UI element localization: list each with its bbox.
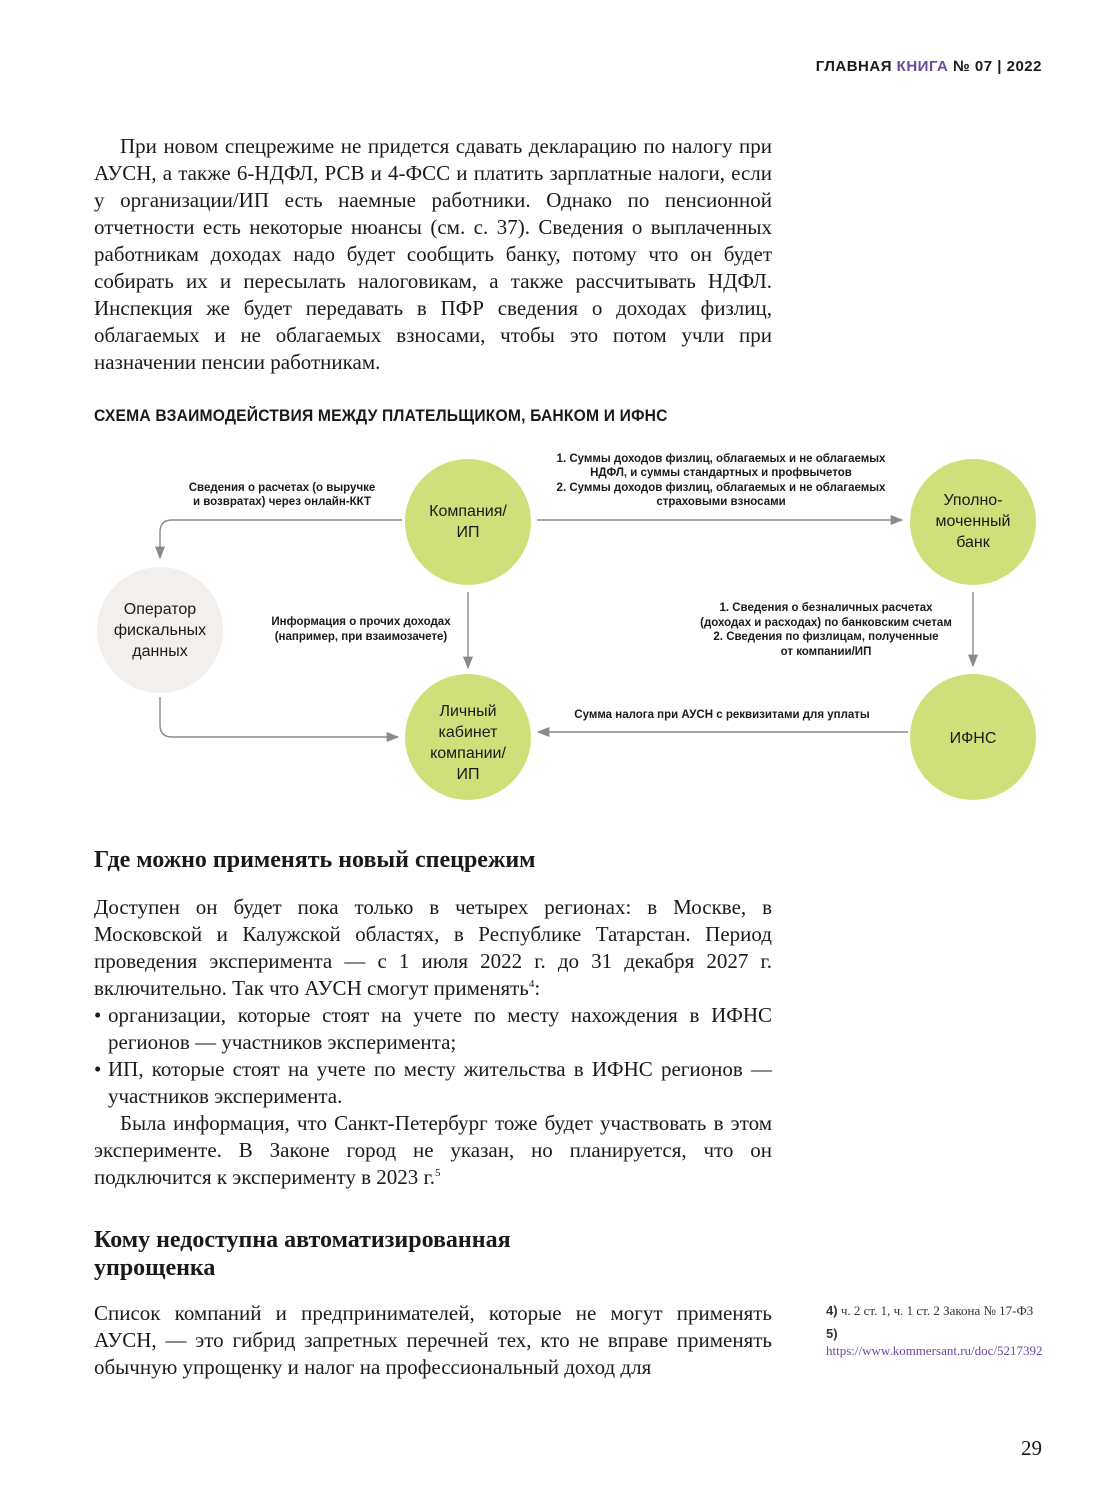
node-company-line2: ИП bbox=[456, 524, 480, 541]
footnote-ref-4: 4 bbox=[528, 978, 535, 990]
arrow-company-to-operator bbox=[160, 520, 402, 558]
section-restrictions bbox=[94, 1226, 772, 1381]
node-company bbox=[405, 459, 531, 585]
label-ifns-cabinet-1: Сумма налога при АУСН с реквизитами для уплаты bbox=[574, 709, 870, 721]
footnote-text: ч. 2 ст. 1, ч. 1 ст. 2 Закона № 17-ФЗ bbox=[840, 1303, 1034, 1318]
footnote-link[interactable]: https://www.kommersant.ru/doc/5217392 bbox=[826, 1343, 1043, 1358]
arrow-operator-to-cabinet bbox=[160, 697, 398, 737]
label-company-cabinet-2: (например, при взаимозачете) bbox=[274, 631, 448, 643]
label-company-bank-4: страховыми взносами bbox=[656, 496, 786, 508]
node-operator-line1: Оператор bbox=[123, 601, 197, 618]
section-heading-line1: Кому недоступна автоматизированная bbox=[94, 1227, 511, 1253]
spb-paragraph bbox=[94, 1110, 772, 1191]
node-operator-line2: фискальных bbox=[113, 622, 207, 639]
list-item: • организации, которые стоят на учете по месту нахождения в ИФНС регионов — участников эксперимента; bbox=[94, 1002, 772, 1056]
node-cabinet-line3: компании/ bbox=[430, 745, 506, 762]
section-heading: Где можно применять новый спецрежим bbox=[94, 847, 536, 873]
label-company-operator-1: Сведения о расчетах (о выручке bbox=[188, 482, 376, 494]
node-cabinet-line2: кабинет bbox=[438, 724, 498, 741]
node-operator-line3: данных bbox=[132, 643, 188, 660]
regions-colon: : bbox=[534, 976, 541, 1000]
label-company-cabinet-1: Информация о прочих доходах bbox=[271, 616, 451, 628]
footnote-number: 4) bbox=[826, 1303, 838, 1318]
node-bank-line3: банк bbox=[956, 534, 990, 551]
label-bank-ifns-2: (доходах и расходах) по банковским счетам bbox=[700, 617, 952, 629]
page-number: 29 bbox=[1021, 1436, 1042, 1460]
node-cabinet-line4: ИП bbox=[456, 766, 480, 783]
interaction-diagram bbox=[90, 440, 1050, 820]
section-heading bbox=[94, 1226, 772, 1282]
footnote bbox=[826, 1302, 1046, 1319]
restrictions-paragraph: Список компаний и предпринимателей, которые не могут применять АУСН, — это гибрид запретных перечней тех, кто не вправе применять обычную упрощенку и налог на профессиональный доход для bbox=[94, 1301, 772, 1379]
intro-paragraph: При новом спецрежиме не придется сдавать декларацию по налогу при АУСН, а также 6-НДФЛ, РСВ и 4-ФСС и платить зарплатные налоги, если у организации/ИП есть наемные работники. Однако по пенсионной отчетности есть некоторые нюансы (см. с. 37). Сведения о выплаченных работникам доходах надо будет сообщить банку, потому что он будет собирать их и пересылать налоговикам, а также рассчитывать НДФЛ. Инспекция же будет передавать в ПФР сведения о доходах физлиц, облагаемых и не облагаемых взносами, чтобы это потом учли при назначении пенсии работникам. bbox=[94, 134, 772, 374]
node-bank-line1: Уполно- bbox=[943, 492, 1003, 509]
label-company-bank-2: НДФЛ, и суммы стандартных и профвычетов bbox=[590, 467, 852, 479]
header-title: ГЛАВНАЯ bbox=[815, 58, 892, 75]
node-ifns-line1: ИФНС bbox=[949, 730, 997, 747]
running-header bbox=[816, 58, 1042, 75]
footnote-number: 5) bbox=[826, 1326, 838, 1341]
eligibility-list bbox=[94, 1002, 772, 1110]
label-bank-ifns-4: от компании/ИП bbox=[780, 646, 872, 658]
footnotes bbox=[826, 1302, 1046, 1365]
footnote bbox=[826, 1325, 1046, 1359]
label-bank-ifns-3: 2. Сведения по физлицам, полученные bbox=[713, 631, 939, 643]
regions-text: Доступен он будет пока только в четырех регионах: в Москве, в Московской и Калужской областях, в Республике Татарстан. Период проведения эксперимента — с 1 июля 2022 г. до 31 декабря 2027 г. включительно. Так что АУСН смогут применять bbox=[94, 895, 772, 1000]
label-company-bank-1: 1. Суммы доходов физлиц, облагаемых и не облагаемых bbox=[556, 453, 886, 465]
spb-text: Была информация, что Санкт-Петербург тоже будет участвовать в этом эксперименте. В Законе город не указан, но планируется, что он подключится к эксперименту в 2023 г. bbox=[94, 1111, 772, 1189]
node-company-line1: Компания/ bbox=[429, 503, 507, 520]
intro-block bbox=[94, 133, 772, 376]
section-heading-line2: упрощенка bbox=[94, 1255, 216, 1281]
node-bank-line2: моченный bbox=[935, 513, 1011, 530]
list-item: • ИП, которые стоят на учете по месту жительства в ИФНС регионов — участников эксперимента. bbox=[94, 1056, 772, 1110]
section-regions bbox=[94, 846, 772, 1191]
node-cabinet-line1: Личный bbox=[439, 703, 497, 720]
footnote-ref-5: 5 bbox=[435, 1167, 441, 1179]
header-issue: № 07 | 2022 bbox=[953, 58, 1042, 75]
header-title-accent: КНИГА bbox=[896, 58, 949, 75]
label-company-operator-2: и возвратах) через онлайн-ККТ bbox=[193, 496, 371, 508]
schema-title: СХЕМА ВЗАИМОДЕЙСТВИЯ МЕЖДУ ПЛАТЕЛЬЩИКОМ, БАНКОМ И ИФНС bbox=[94, 406, 668, 425]
label-company-bank-3: 2. Суммы доходов физлиц, облагаемых и не облагаемых bbox=[556, 482, 886, 494]
label-bank-ifns-1: 1. Сведения о безналичных расчетах bbox=[719, 602, 933, 614]
regions-paragraph bbox=[94, 894, 772, 1002]
